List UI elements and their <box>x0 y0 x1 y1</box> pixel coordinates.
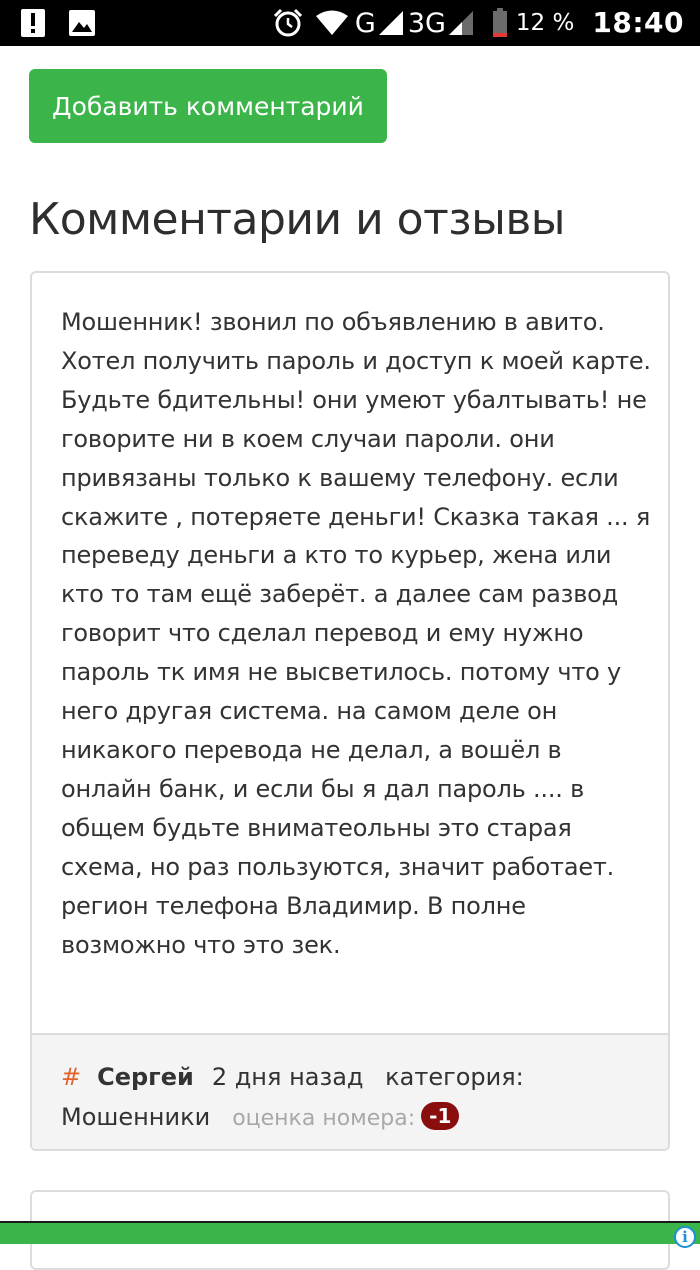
comment-footer <box>32 1033 668 1151</box>
comment-text: Мошенник! звонил по объявлению в авито. Хотел получить пароль и доступ к моей карте. Будьте бдительны! они умеют убалтывать! не говорите ни в коем случаи пароли. они привязаны только к вашему телефону. если скажите , потеряете деньги! Сказка такая ... я переведу деньги а кто то курьер, жена или кто то там ещё заберёт. а далее сам развод говорит что сделал перевод и ему нужно пароль тк имя не высветилось. потому что у него другая система. на самом деле он никакого перевода не делал, а вошёл в онлайн банк, и если бы я дал пароль .... в общем будьте вниматеольны это старая схема, но раз пользуются, значит работает. регион телефона Владимир. В полне возможно что это зек. <box>61 308 651 959</box>
comment-category: категория: Мошенники <box>61 1063 524 1131</box>
comment-permalink[interactable]: # <box>61 1063 82 1091</box>
comment-date: 2 дня назад <box>211 1063 364 1091</box>
rating-label: оценка номера: <box>232 1106 416 1131</box>
alert-icon <box>20 8 46 38</box>
image-icon <box>68 9 96 37</box>
signal-icon <box>448 10 474 36</box>
battery-percent: 12 % <box>515 9 575 36</box>
network-g-label: G <box>354 7 376 39</box>
alarm-icon <box>273 8 303 38</box>
network-3g-label: 3G <box>407 7 446 39</box>
status-bar <box>0 0 700 46</box>
add-comment-button[interactable]: Добавить комментарий <box>29 69 387 143</box>
ad-banner[interactable] <box>0 1221 700 1244</box>
battery-icon <box>492 8 508 38</box>
comment-author: Сергей <box>97 1063 194 1091</box>
comment-card <box>30 271 670 1151</box>
info-icon[interactable]: i <box>674 1226 696 1248</box>
clock: 18:40 <box>592 6 684 39</box>
signal-icon <box>378 10 404 36</box>
wifi-icon <box>315 10 349 36</box>
rating-badge: -1 <box>421 1102 459 1130</box>
section-title: Комментарии и отзывы <box>29 194 566 245</box>
